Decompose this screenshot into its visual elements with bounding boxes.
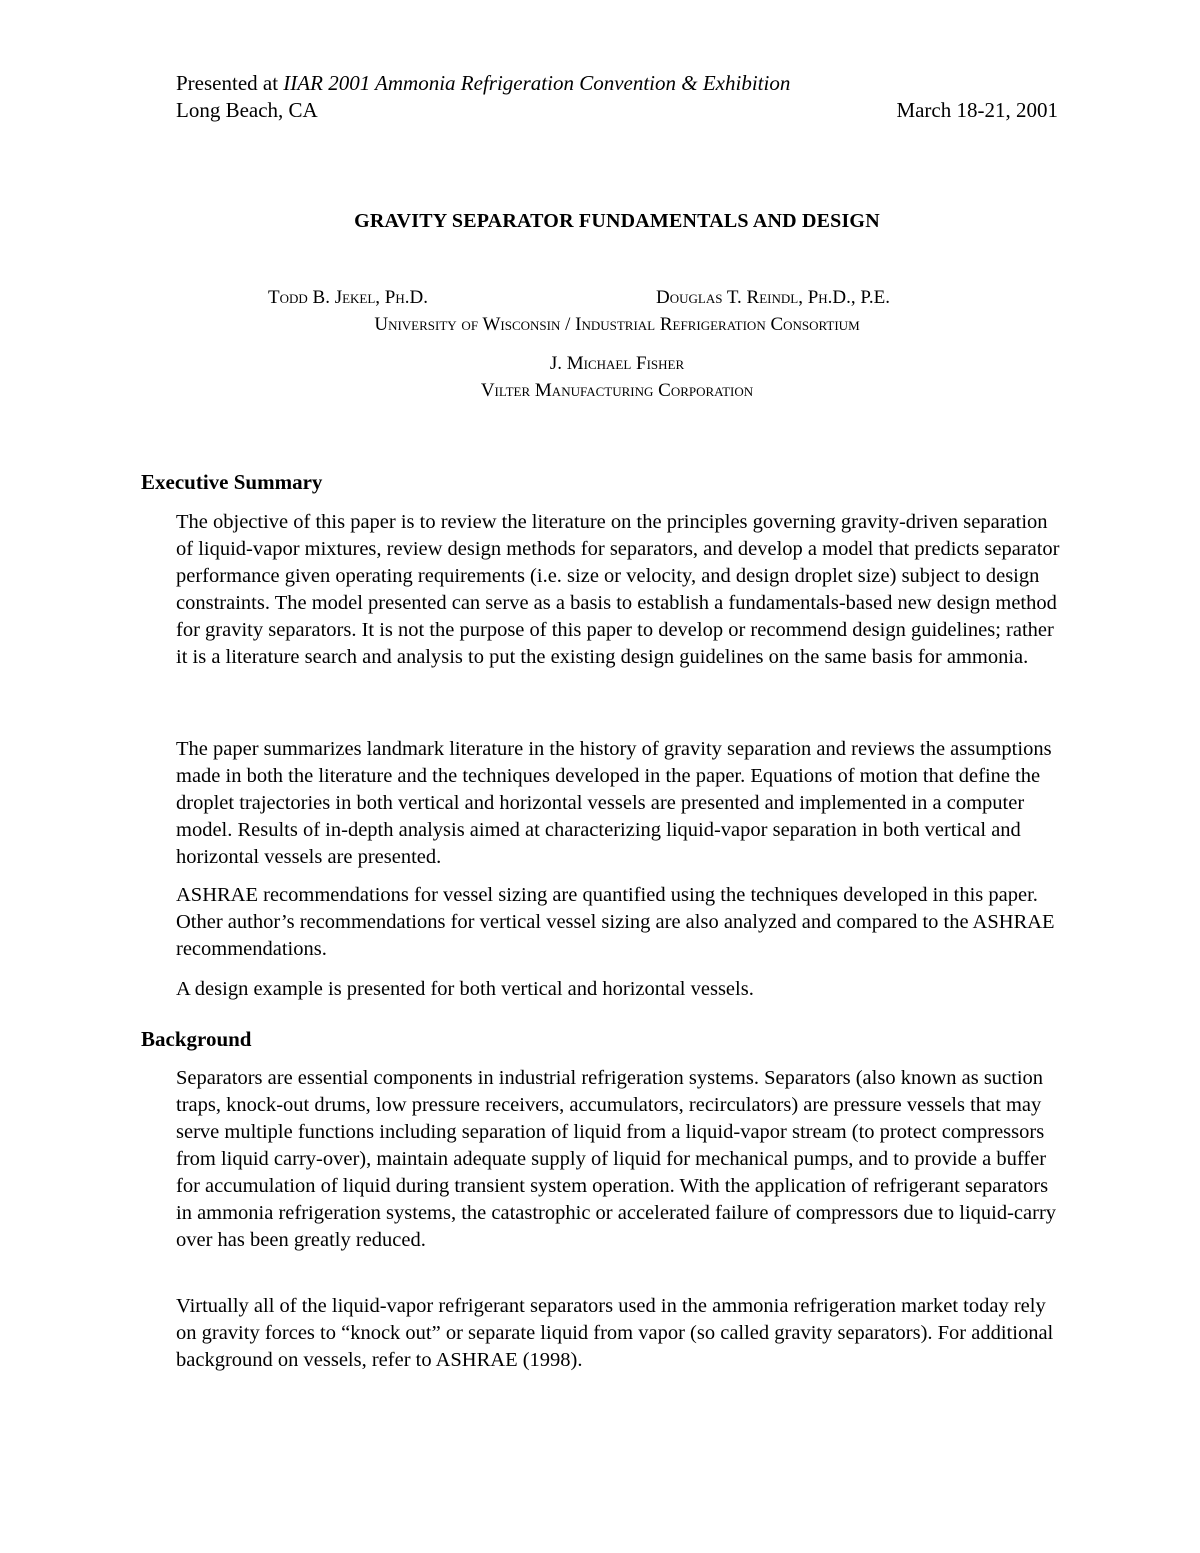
conference-dates: March 18-21, 2001 <box>896 98 1058 122</box>
paragraph: The paper summarizes landmark literature in the history of gravity separation and reviews the assumptions made in both the literature and the techniques developed in the paper. Equations of motion that define the droplet trajectories in both vertical and horizontal vessels are presented and implemented in a computer model. Results of in-depth analysis aimed at characterizing liquid-vapor separation in both vertical and horizontal vessels are presented. <box>176 738 1052 868</box>
author-fisher: J. Michael Fisher <box>549 353 685 374</box>
presented-line <box>176 70 1058 97</box>
paragraph: Virtually all of the liquid-vapor refrigerant separators used in the ammonia refrigeration market today rely on gravity forces to “knock out” or separate liquid from vapor (so called gravity separators). For additional background on vessels, refer to ASHRAE (1998). <box>176 1295 1054 1371</box>
presented-prefix: Presented at <box>176 71 284 95</box>
conference-event: IIAR 2001 Ammonia Refrigeration Convention & Exhibition <box>283 71 791 95</box>
conference-header <box>176 70 1058 124</box>
paper-title: GRAVITY SEPARATOR FUNDAMENTALS AND DESIGN <box>354 210 880 232</box>
affiliation-vilter: Vilter Manufacturing Corporation <box>480 380 754 401</box>
paragraph: A design example is presented for both vertical and horizontal vessels. <box>176 978 754 1000</box>
author-jekel: Todd B. Jekel, Ph.D. <box>268 287 428 308</box>
section-heading-executive-summary: Executive Summary <box>141 470 323 494</box>
section-heading-background: Background <box>141 1027 252 1051</box>
affiliation-wisconsin: University of Wisconsin / Industrial Refrigeration Consortium <box>374 314 860 335</box>
location-date-line <box>176 97 1058 124</box>
paragraph: ASHRAE recommendations for vessel sizing are quantified using the techniques developed in this paper. Other author’s recommendations for vertical vessel sizing are also analyzed and compared to the ASHRAE recommendations. <box>176 884 1055 960</box>
authors-row <box>0 287 1200 315</box>
paragraph: The objective of this paper is to review the literature on the principles governing gravity-driven separation of liquid-vapor mixtures, review design methods for separators, and develop a model that predicts separator performance given operating requirements (i.e. size or velocity, and design droplet size) subject to design constraints. The model presented can serve as a basis to establish a fundamentals-based new design method for gravity separators. It is not the purpose of this paper to develop or recommend design guidelines; rather it is a literature search and analysis to put the existing design guidelines on the same basis for ammonia. <box>176 511 1060 668</box>
paragraph: Separators are essential components in industrial refrigeration systems. Separators (also known as suction traps, knock-out drums, low pressure receivers, accumulators, recirculators) are pressure vessels that may serve multiple functions including separation of liquid from a liquid-vapor stream (to protect compressors from liquid carry-over), maintain adequate supply of liquid for mechanical pumps, and to provide a buffer for accumulation of liquid during transient system operation. With the application of refrigerant separators in ammonia refrigeration systems, the catastrophic or accelerated failure of compressors due to liquid-carry over has been greatly reduced. <box>176 1067 1057 1251</box>
author-reindl: Douglas T. Reindl, Ph.D., P.E. <box>656 287 890 308</box>
conference-location: Long Beach, CA <box>176 98 318 122</box>
